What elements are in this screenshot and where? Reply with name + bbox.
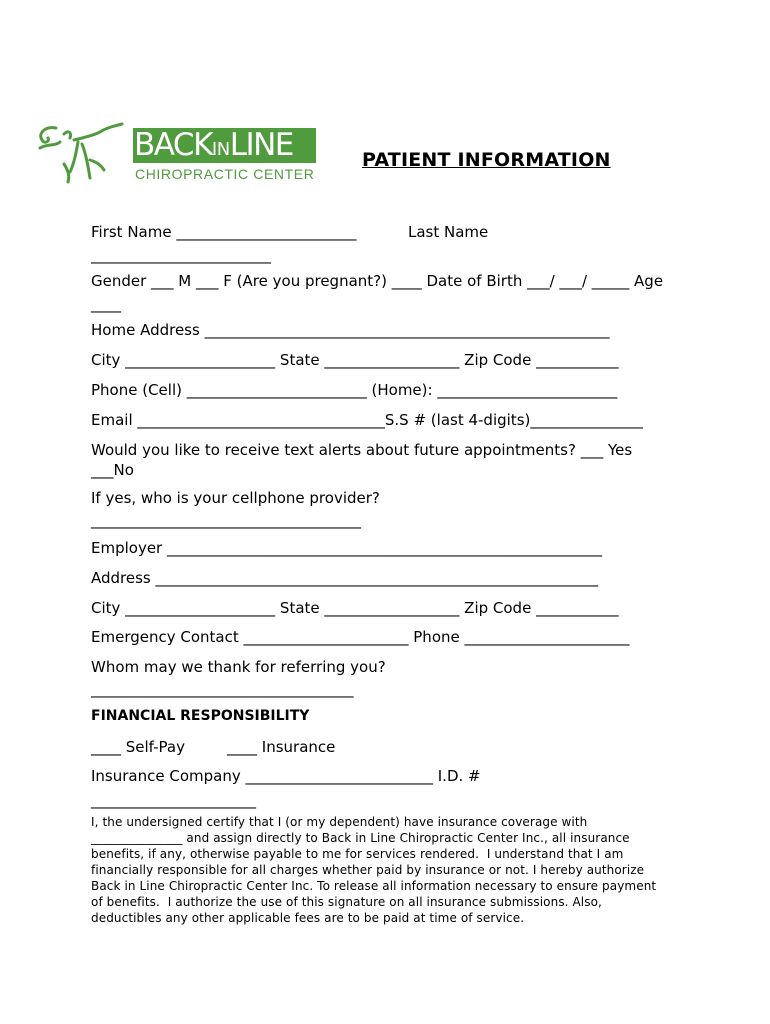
referral-question: Whom may we thank for referring you? [91,658,386,676]
paragraph-line: I, the undersigned certify that I (or my dependent) have insurance coverage with [91,815,588,829]
insurance-id-field[interactable]: ______________________ [91,791,256,809]
paragraph-line: benefits, if any, otherwise payable to me for services rendered. I understand that I am [91,847,624,861]
logo-subtitle: CHIROPRACTIC CENTER [135,166,315,182]
employer-address-field[interactable]: Address ___________________________________________________________ [91,569,599,587]
emergency-contact-field[interactable]: Emergency Contact ______________________ Phone ______________________ [91,628,630,646]
logo-brand [134,126,293,164]
logo-brand-line: LINE [229,127,293,163]
paragraph-line: of benefits. I authorize the use of this signature on all insurance submissions. Also, [91,895,602,909]
first-name-field[interactable]: First Name ________________________ [91,223,357,241]
text-alerts-question[interactable]: Would you like to receive text alerts about future appointments? ___ Yes [91,441,633,459]
last-name-label: Last Name [408,223,489,241]
insurance-company-field[interactable]: Insurance Company _________________________ I.D. # [91,767,481,785]
employer-field[interactable]: Employer __________________________________________________________ [91,539,602,557]
logo-figure-icon [34,120,129,190]
city-state-zip-field[interactable]: City ____________________ State __________________ Zip Code ___________ [91,351,619,369]
last-name-field[interactable]: ________________________ [91,246,271,264]
phone-field[interactable]: Phone (Cell) ________________________ (Home): ________________________ [91,381,618,399]
paragraph-line: _______________ and assign directly to Back in Line Chiropractic Center Inc., all insurance [91,831,630,845]
page-title: PATIENT INFORMATION [362,149,611,171]
paragraph-line: deductibles any other applicable fees are to be paid at time of service. [91,911,525,925]
cellphone-provider-question: If yes, who is your cellphone provider? [91,489,380,507]
referral-field[interactable]: ___________________________________ [91,680,354,698]
employer-city-state-zip-field[interactable]: City ____________________ State __________________ Zip Code ___________ [91,599,619,617]
cellphone-provider-field[interactable]: ____________________________________ [91,511,361,529]
logo-brand-in: IN [211,139,230,160]
gender-dob-field[interactable]: Gender ___ M ___ F (Are you pregnant?) ____ Date of Birth ___/ ___/ _____ Age [91,272,664,290]
paragraph-line: financially responsible for all charges whether paid by insurance or not. I hereby authorize [91,863,645,877]
self-pay-option[interactable]: ____ Self-Pay [91,738,185,756]
email-ssn-field[interactable]: Email _________________________________S.S # (last 4-digits)_______________ [91,411,643,429]
logo-brand-back: BACK [134,127,212,163]
age-field[interactable]: ____ [91,295,121,313]
financial-heading: FINANCIAL RESPONSIBILITY [91,708,310,724]
insurance-option[interactable]: ____ Insurance [227,738,336,756]
paragraph-line: Back in Line Chiropractic Center Inc. To release all information necessary to ensure payment [91,879,657,893]
certification-paragraph [91,814,691,926]
home-address-field[interactable]: Home Address ______________________________________________________ [91,321,610,339]
text-alerts-no[interactable]: ___No [91,461,134,479]
